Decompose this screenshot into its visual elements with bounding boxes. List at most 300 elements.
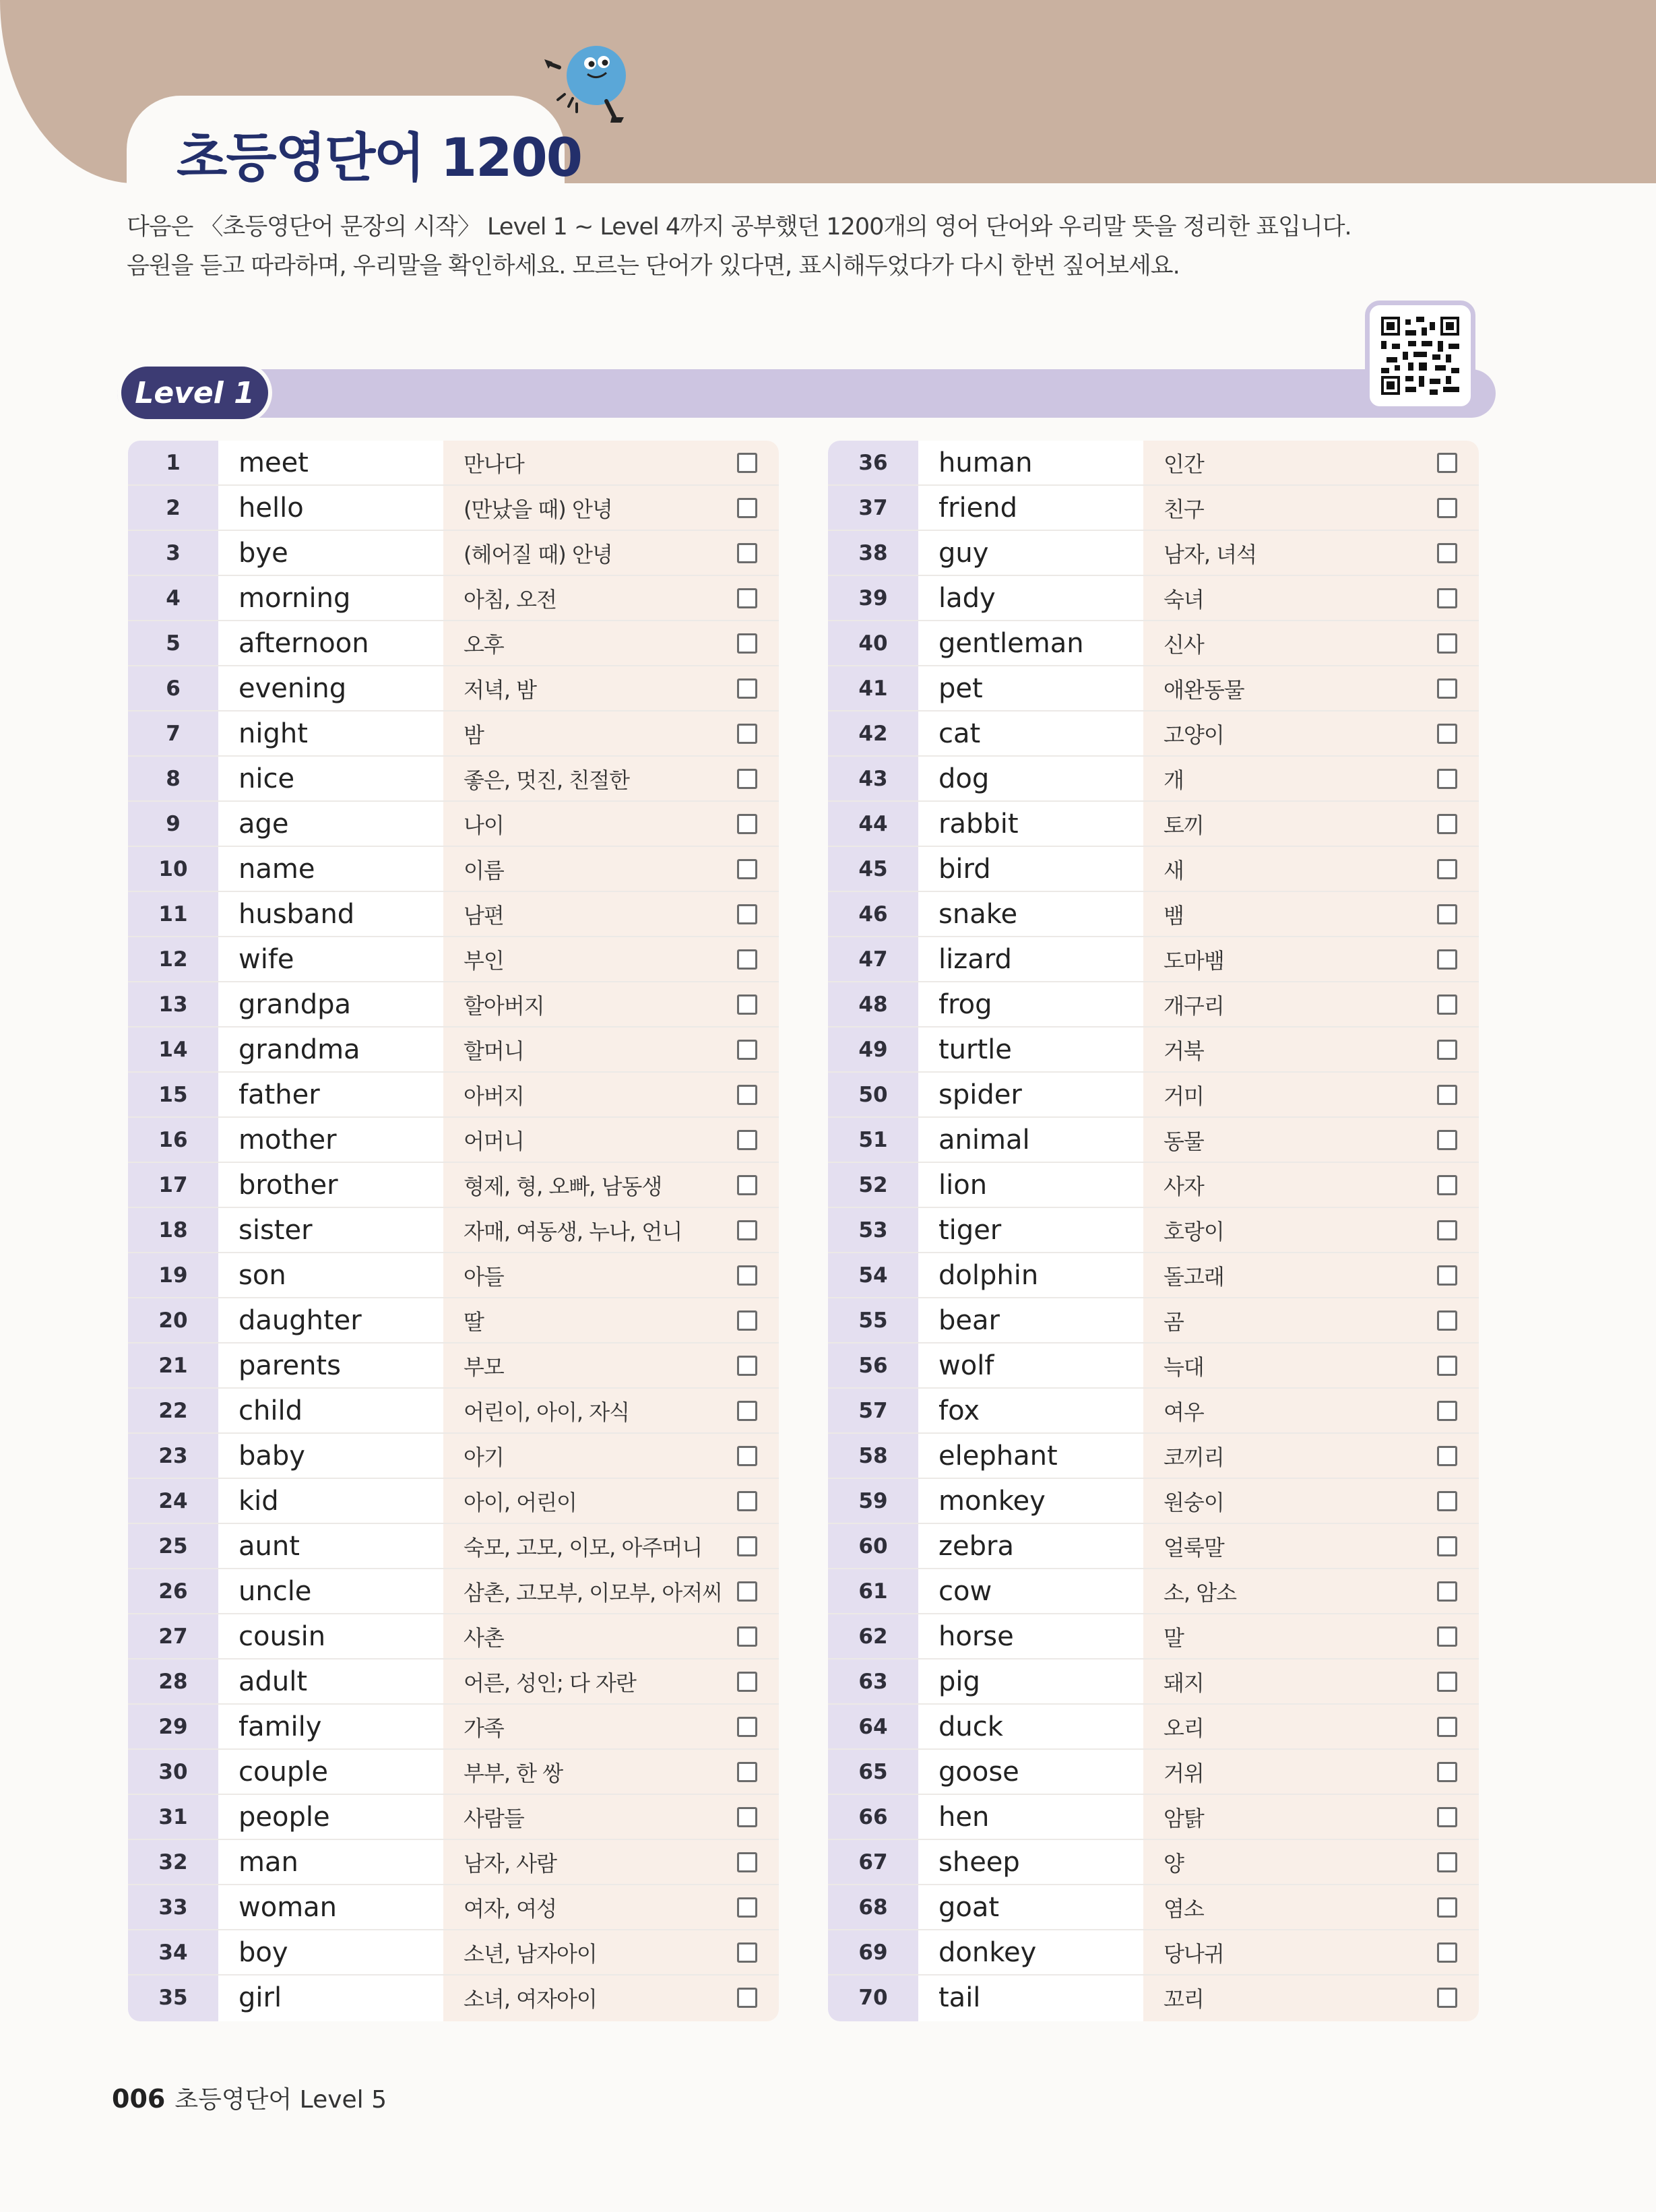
entry-word: guy — [938, 537, 989, 569]
table-row — [828, 802, 1479, 847]
entry-checkbox[interactable] — [1437, 724, 1457, 744]
entry-meaning: 좋은, 멋진, 친절한 — [464, 767, 630, 793]
entry-number: 44 — [858, 811, 888, 836]
table-row — [828, 576, 1479, 621]
table-row — [828, 621, 1479, 666]
entry-number: 54 — [858, 1263, 888, 1288]
table-row — [128, 1298, 779, 1344]
entry-checkbox[interactable] — [1437, 814, 1457, 834]
entry-meaning: 오리 — [1164, 1715, 1204, 1741]
entry-checkbox[interactable] — [1437, 1762, 1457, 1782]
entry-meaning: 인간 — [1164, 451, 1204, 477]
entry-number: 58 — [858, 1443, 888, 1468]
entry-checkbox[interactable] — [737, 678, 757, 699]
entry-checkbox[interactable] — [737, 588, 757, 608]
entry-meaning: 뱀 — [1164, 902, 1184, 928]
entry-checkbox[interactable] — [737, 1762, 757, 1782]
entry-meaning: 이름 — [464, 857, 504, 883]
entry-number: 5 — [166, 631, 181, 656]
entry-checkbox[interactable] — [737, 1491, 757, 1511]
entry-checkbox[interactable] — [737, 1852, 757, 1872]
entry-checkbox[interactable] — [1437, 1717, 1457, 1737]
entry-meaning: 밤 — [464, 722, 484, 748]
entry-checkbox[interactable] — [737, 1446, 757, 1466]
table-row — [828, 531, 1479, 576]
intro-line-1: 다음은 〈초등영단어 문장의 시작〉 Level 1 ~ Level 4까지 공부했던 1200개의 영어 단어와 우리말 뜻을 정리한 표입니다. — [127, 214, 1351, 241]
table-row — [128, 1840, 779, 1885]
entry-checkbox[interactable] — [1437, 949, 1457, 970]
entry-number: 70 — [858, 1985, 888, 2010]
entry-word: baby — [238, 1440, 305, 1472]
entry-checkbox[interactable] — [737, 1220, 757, 1240]
entry-checkbox[interactable] — [1437, 1085, 1457, 1105]
entry-word: couple — [238, 1756, 328, 1788]
page-footer — [112, 2081, 387, 2115]
entry-number: 50 — [858, 1082, 888, 1107]
table-row — [128, 1434, 779, 1479]
entry-number: 25 — [158, 1534, 188, 1558]
entry-meaning: 어른, 성인; 다 자란 — [464, 1670, 636, 1696]
table-row — [828, 1298, 1479, 1344]
entry-checkbox[interactable] — [737, 1581, 757, 1602]
table-row — [828, 1750, 1479, 1795]
entry-meaning: 돌고래 — [1164, 1263, 1224, 1290]
entry-word: hello — [238, 492, 304, 524]
entry-meaning: 소, 암소 — [1164, 1579, 1237, 1606]
entry-checkbox[interactable] — [737, 1310, 757, 1331]
entry-meaning: 호랑이 — [1164, 1218, 1224, 1244]
entry-word: grandma — [238, 1034, 360, 1065]
entry-number: 53 — [858, 1218, 888, 1242]
table-row — [128, 576, 779, 621]
entry-checkbox[interactable] — [1437, 1536, 1457, 1556]
entry-number: 63 — [858, 1669, 888, 1694]
entry-word: dog — [938, 763, 990, 794]
entry-checkbox[interactable] — [737, 1672, 757, 1692]
entry-checkbox[interactable] — [1437, 1356, 1457, 1376]
entry-meaning: (헤어질 때) 안녕 — [464, 541, 612, 567]
entry-word: woman — [238, 1891, 338, 1923]
entry-word: turtle — [938, 1034, 1012, 1065]
entry-meaning: 남편 — [464, 902, 504, 928]
entry-checkbox[interactable] — [737, 498, 757, 518]
word-table-right — [828, 441, 1479, 2021]
entry-number: 32 — [158, 1850, 188, 1874]
entry-meaning: 할머니 — [464, 1038, 524, 1064]
entry-checkbox[interactable] — [737, 1897, 757, 1918]
entry-meaning: 당나귀 — [1164, 1940, 1224, 1967]
book-label: 초등영단어 Level 5 — [174, 2086, 387, 2114]
entry-checkbox[interactable] — [737, 1717, 757, 1737]
entry-meaning: 숙녀 — [1164, 586, 1204, 612]
entry-meaning: 토끼 — [1164, 812, 1204, 838]
entry-word: bye — [238, 537, 288, 569]
entry-meaning: 돼지 — [1164, 1670, 1204, 1696]
entry-meaning: 사자 — [1164, 1173, 1204, 1199]
entry-word: kid — [238, 1485, 279, 1517]
table-row — [828, 1614, 1479, 1660]
entry-checkbox[interactable] — [1437, 678, 1457, 699]
table-row — [128, 802, 779, 847]
entry-checkbox[interactable] — [737, 1265, 757, 1286]
entry-word: horse — [938, 1620, 1014, 1652]
entry-meaning: 아기 — [464, 1444, 504, 1470]
table-row — [128, 441, 779, 486]
table-row — [828, 1028, 1479, 1073]
entry-number: 12 — [158, 947, 188, 972]
table-row — [128, 1344, 779, 1389]
entry-checkbox[interactable] — [737, 859, 757, 879]
table-row — [128, 666, 779, 712]
entry-word: evening — [238, 672, 347, 704]
entry-meaning: 늑대 — [1164, 1354, 1204, 1380]
entry-meaning: 아이, 어린이 — [464, 1489, 577, 1515]
table-row — [828, 1795, 1479, 1840]
entry-meaning: 거북 — [1164, 1038, 1204, 1064]
entry-meaning: (만났을 때) 안녕 — [464, 496, 612, 522]
entry-word: afternoon — [238, 627, 369, 659]
entry-word: tiger — [938, 1214, 1002, 1246]
entry-checkbox[interactable] — [737, 1040, 757, 1060]
table-row — [128, 757, 779, 802]
entry-meaning: 염소 — [1164, 1895, 1204, 1922]
entry-meaning: 애완동물 — [1164, 676, 1244, 703]
entry-word: daughter — [238, 1304, 362, 1336]
entry-number: 69 — [858, 1940, 888, 1965]
entry-number: 38 — [858, 540, 888, 565]
table-row — [128, 1118, 779, 1163]
entry-number: 3 — [166, 540, 181, 565]
entry-checkbox[interactable] — [737, 724, 757, 744]
entry-number: 22 — [158, 1398, 188, 1423]
entry-checkbox[interactable] — [737, 543, 757, 563]
entry-checkbox[interactable] — [1437, 1220, 1457, 1240]
entry-word: morning — [238, 582, 351, 614]
table-row — [828, 892, 1479, 937]
table-row — [828, 712, 1479, 757]
entry-number: 28 — [158, 1669, 188, 1694]
entry-number: 2 — [166, 495, 181, 520]
entry-number: 64 — [858, 1714, 888, 1739]
table-row — [828, 847, 1479, 892]
entry-meaning: 여자, 여성 — [464, 1895, 556, 1922]
entry-number: 51 — [858, 1127, 888, 1152]
table-row — [828, 441, 1479, 486]
entry-checkbox[interactable] — [1437, 1988, 1457, 2008]
entry-meaning: 얼룩말 — [1164, 1534, 1224, 1560]
table-row — [828, 1253, 1479, 1298]
entry-meaning: 아침, 오전 — [464, 586, 556, 612]
table-row — [128, 486, 779, 531]
entry-word: brother — [238, 1169, 338, 1201]
entry-number: 15 — [158, 1082, 188, 1107]
entry-checkbox[interactable] — [1437, 633, 1457, 654]
entry-checkbox[interactable] — [737, 769, 757, 789]
entry-number: 1 — [166, 450, 181, 475]
qr-code[interactable] — [1365, 301, 1475, 411]
entry-word: family — [238, 1711, 322, 1742]
entry-checkbox[interactable] — [1437, 588, 1457, 608]
entry-checkbox[interactable] — [737, 904, 757, 924]
entry-word: wolf — [938, 1350, 994, 1381]
table-row — [828, 1885, 1479, 1930]
table-row — [128, 531, 779, 576]
entry-number: 37 — [858, 495, 888, 520]
level-bar — [117, 369, 1496, 418]
entry-word: animal — [938, 1124, 1030, 1156]
entry-checkbox[interactable] — [737, 1130, 757, 1150]
entry-word: goose — [938, 1756, 1019, 1788]
table-row — [128, 1028, 779, 1073]
entry-number: 56 — [858, 1353, 888, 1378]
entry-meaning: 도마뱀 — [1164, 947, 1224, 974]
entry-word: husband — [238, 898, 355, 930]
entry-number: 11 — [158, 902, 188, 926]
entry-word: lizard — [938, 943, 1012, 975]
entry-checkbox[interactable] — [1437, 994, 1457, 1015]
entry-meaning: 곰 — [1164, 1308, 1184, 1335]
entry-checkbox[interactable] — [1437, 453, 1457, 473]
entry-number: 16 — [158, 1127, 188, 1152]
entry-meaning: 고양이 — [1164, 722, 1224, 748]
entry-number: 13 — [158, 992, 188, 1017]
table-row — [128, 1705, 779, 1750]
entry-word: goat — [938, 1891, 1000, 1923]
table-row — [128, 1660, 779, 1705]
entry-number: 42 — [858, 721, 888, 746]
entry-meaning: 숙모, 고모, 이모, 아주머니 — [464, 1534, 703, 1560]
entry-checkbox[interactable] — [737, 1536, 757, 1556]
entry-word: rabbit — [938, 808, 1019, 840]
entry-number: 39 — [858, 586, 888, 610]
entry-checkbox[interactable] — [1437, 1626, 1457, 1647]
entry-word: pig — [938, 1666, 980, 1697]
entry-number: 27 — [158, 1624, 188, 1649]
entry-word: sheep — [938, 1846, 1020, 1878]
entry-word: bird — [938, 853, 991, 885]
entry-checkbox[interactable] — [1437, 1581, 1457, 1602]
entry-checkbox[interactable] — [737, 949, 757, 970]
table-row — [128, 1389, 779, 1434]
entry-checkbox[interactable] — [1437, 1401, 1457, 1421]
table-row — [128, 1524, 779, 1569]
entry-word: adult — [238, 1666, 308, 1697]
entry-meaning: 개구리 — [1164, 992, 1224, 1019]
entry-word: bear — [938, 1304, 1000, 1336]
entry-meaning: 소녀, 여자아이 — [464, 1986, 597, 2012]
entry-checkbox[interactable] — [1437, 1175, 1457, 1195]
entry-checkbox[interactable] — [737, 994, 757, 1015]
entry-meaning: 남자, 녀석 — [1164, 541, 1256, 567]
entry-meaning: 사촌 — [464, 1624, 504, 1651]
entry-word: friend — [938, 492, 1017, 524]
entry-word: boy — [238, 1936, 288, 1968]
entry-number: 40 — [858, 631, 888, 656]
table-row — [828, 486, 1479, 531]
entry-word: fox — [938, 1395, 980, 1426]
entry-word: lion — [938, 1169, 988, 1201]
entry-word: monkey — [938, 1485, 1046, 1517]
entry-checkbox[interactable] — [1437, 1672, 1457, 1692]
entry-number: 26 — [158, 1579, 188, 1604]
entry-meaning: 삼촌, 고모부, 이모부, 아저씨 — [464, 1579, 723, 1606]
entry-word: zebra — [938, 1530, 1014, 1562]
table-row — [828, 1389, 1479, 1434]
entry-meaning: 원숭이 — [1164, 1489, 1224, 1515]
page-number: 006 — [112, 2084, 166, 2114]
entry-meaning: 자매, 여동생, 누나, 언니 — [464, 1218, 682, 1244]
entry-checkbox[interactable] — [737, 1175, 757, 1195]
entry-number: 24 — [158, 1488, 188, 1513]
entry-checkbox[interactable] — [1437, 1942, 1457, 1963]
entry-meaning: 말 — [1164, 1624, 1184, 1651]
entry-number: 66 — [858, 1804, 888, 1829]
entry-number: 4 — [166, 586, 181, 610]
entry-number: 57 — [858, 1398, 888, 1423]
entry-checkbox[interactable] — [737, 1942, 757, 1963]
entry-word: lady — [938, 582, 996, 614]
entry-number: 14 — [158, 1037, 188, 1062]
entry-number: 35 — [158, 1985, 188, 2010]
table-row — [128, 1479, 779, 1524]
table-row — [828, 1705, 1479, 1750]
entry-checkbox[interactable] — [1437, 543, 1457, 563]
entry-checkbox[interactable] — [737, 1401, 757, 1421]
entry-checkbox[interactable] — [1437, 769, 1457, 789]
entry-number: 68 — [858, 1895, 888, 1920]
entry-word: name — [238, 853, 315, 885]
entry-word: meet — [238, 447, 309, 478]
entry-checkbox[interactable] — [1437, 1446, 1457, 1466]
table-row — [828, 1930, 1479, 1976]
entry-checkbox[interactable] — [1437, 859, 1457, 879]
entry-number: 65 — [858, 1759, 888, 1784]
table-row — [128, 1569, 779, 1614]
entry-meaning: 저녁, 밤 — [464, 676, 537, 703]
entry-meaning: 아버지 — [464, 1083, 524, 1109]
entry-meaning: 새 — [1164, 857, 1184, 883]
entry-word: girl — [238, 1982, 282, 2013]
entry-word: parents — [238, 1350, 341, 1381]
entry-word: snake — [938, 898, 1018, 930]
entry-number: 36 — [858, 450, 888, 475]
entry-checkbox[interactable] — [737, 1085, 757, 1105]
entry-meaning: 할아버지 — [464, 992, 544, 1019]
qr-code-icon — [1381, 317, 1459, 395]
entry-word: human — [938, 447, 1033, 478]
entry-meaning: 친구 — [1164, 496, 1204, 522]
entry-meaning: 나이 — [464, 812, 504, 838]
entry-word: gentleman — [938, 627, 1084, 659]
entry-word: dolphin — [938, 1259, 1039, 1291]
entry-number: 21 — [158, 1353, 188, 1378]
table-row — [128, 1795, 779, 1840]
entry-word: grandpa — [238, 988, 351, 1020]
entry-word: nice — [238, 763, 295, 794]
entry-checkbox[interactable] — [737, 1807, 757, 1827]
table-row — [128, 712, 779, 757]
entry-number: 20 — [158, 1308, 188, 1333]
table-row — [828, 1479, 1479, 1524]
entry-word: elephant — [938, 1440, 1058, 1472]
intro-line-2: 음원을 듣고 따라하며, 우리말을 확인하세요. 모르는 단어가 있다면, 표시해두었다가 다시 한번 짚어보세요. — [127, 253, 1180, 280]
table-row — [828, 1976, 1479, 2021]
entry-meaning: 만나다 — [464, 451, 524, 477]
entry-meaning: 가족 — [464, 1715, 504, 1741]
entry-checkbox[interactable] — [1437, 1265, 1457, 1286]
entry-checkbox[interactable] — [1437, 1310, 1457, 1331]
entry-checkbox[interactable] — [1437, 1897, 1457, 1918]
table-row — [128, 1750, 779, 1795]
entry-word: cousin — [238, 1620, 326, 1652]
table-row — [128, 1614, 779, 1660]
table-row — [128, 1208, 779, 1253]
entry-word: cow — [938, 1575, 992, 1607]
entry-checkbox[interactable] — [737, 1626, 757, 1647]
entry-number: 49 — [858, 1037, 888, 1062]
entry-word: duck — [938, 1711, 1003, 1742]
entry-number: 19 — [158, 1263, 188, 1288]
entry-checkbox[interactable] — [1437, 1852, 1457, 1872]
entry-checkbox[interactable] — [1437, 904, 1457, 924]
entry-number: 18 — [158, 1218, 188, 1242]
entry-number: 17 — [158, 1172, 188, 1197]
entry-checkbox[interactable] — [1437, 1130, 1457, 1150]
entry-number: 45 — [858, 856, 888, 881]
entry-number: 43 — [858, 766, 888, 791]
entry-checkbox[interactable] — [1437, 498, 1457, 518]
table-row — [828, 982, 1479, 1028]
entry-checkbox[interactable] — [737, 814, 757, 834]
entry-checkbox[interactable] — [1437, 1807, 1457, 1827]
entry-checkbox[interactable] — [1437, 1491, 1457, 1511]
entry-number: 52 — [858, 1172, 888, 1197]
table-row — [828, 1840, 1479, 1885]
entry-meaning: 남자, 사람 — [464, 1850, 556, 1876]
table-row — [128, 621, 779, 666]
entry-word: father — [238, 1079, 320, 1110]
intro-text — [127, 208, 1351, 286]
entry-number: 47 — [858, 947, 888, 972]
entry-meaning: 부모 — [464, 1354, 504, 1380]
entry-meaning: 딸 — [464, 1308, 484, 1335]
table-row — [828, 1163, 1479, 1208]
entry-checkbox[interactable] — [737, 1356, 757, 1376]
entry-checkbox[interactable] — [1437, 1040, 1457, 1060]
entry-meaning: 꼬리 — [1164, 1986, 1204, 2012]
entry-meaning: 거미 — [1164, 1083, 1204, 1109]
entry-number: 6 — [166, 676, 181, 701]
level-badge: Level 1 — [117, 362, 272, 423]
entry-word: child — [238, 1395, 302, 1426]
entry-word: cat — [938, 718, 981, 749]
entry-checkbox[interactable] — [737, 453, 757, 473]
entry-word: age — [238, 808, 289, 840]
table-row — [128, 937, 779, 982]
entry-word: son — [238, 1259, 286, 1291]
entry-word: mother — [238, 1124, 337, 1156]
entry-number: 8 — [166, 766, 181, 791]
entry-checkbox[interactable] — [737, 633, 757, 654]
table-row — [828, 1073, 1479, 1118]
entry-meaning: 어머니 — [464, 1128, 524, 1154]
entry-number: 33 — [158, 1895, 188, 1920]
entry-meaning: 어린이, 아이, 자식 — [464, 1399, 630, 1425]
entry-meaning: 개 — [1164, 767, 1184, 793]
entry-checkbox[interactable] — [737, 1988, 757, 2008]
entry-number: 34 — [158, 1940, 188, 1965]
entry-word: hen — [938, 1801, 990, 1833]
